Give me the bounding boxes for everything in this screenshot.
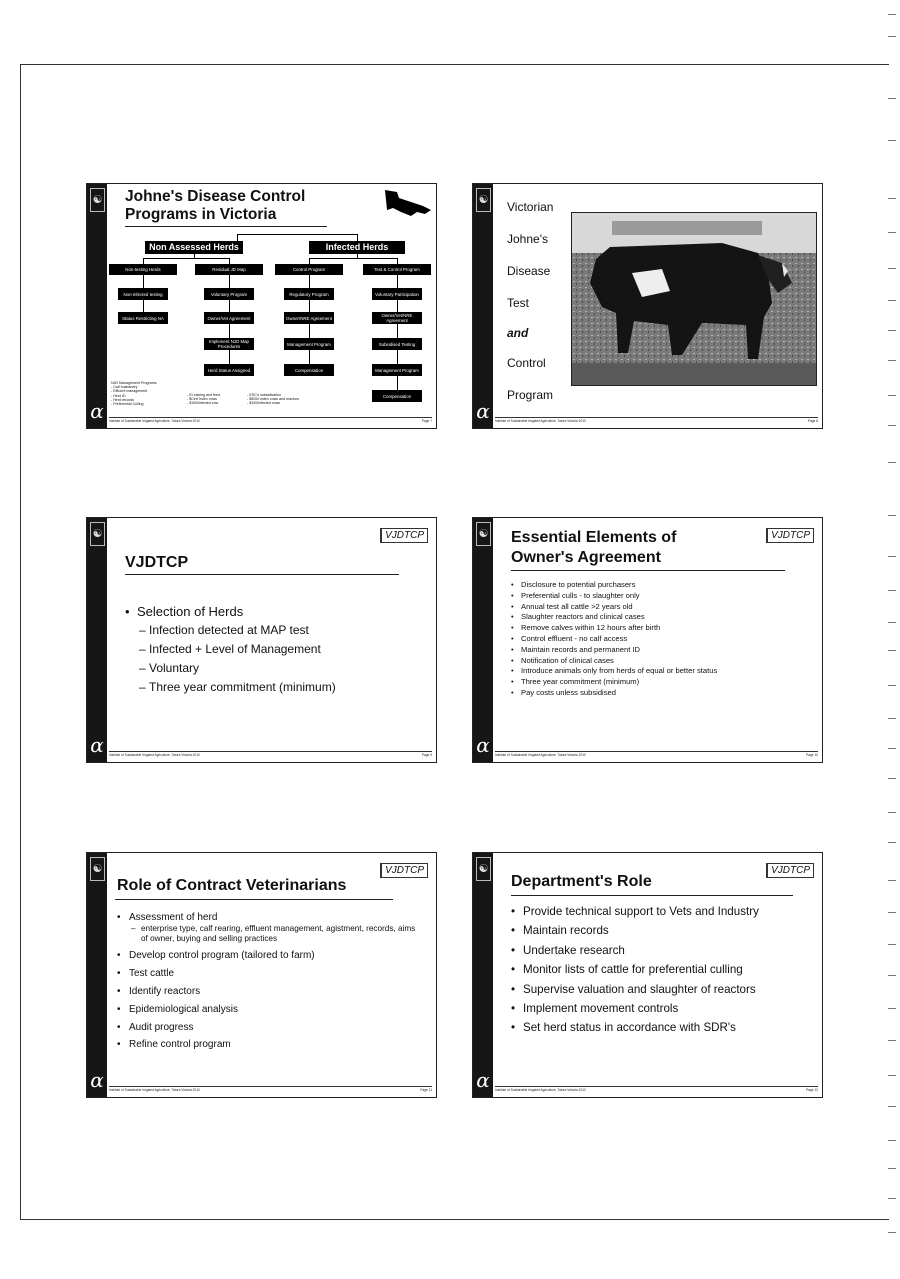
connector-line — [309, 258, 397, 259]
bullet-item: • Three year commitment (minimum) — [511, 677, 817, 688]
title-rule — [511, 895, 793, 896]
title-rule — [125, 226, 327, 227]
bullet-item: • Monitor lists of cattle for preferential culling — [511, 963, 811, 977]
slide-title: Johne's Disease Control Programs in Victoria — [125, 188, 306, 223]
program-step-box: Implement NJD Map Procedures — [204, 338, 254, 350]
connector-line — [397, 323, 398, 338]
alpha-logo-icon: α — [476, 399, 490, 423]
program-step-box: Compensation — [284, 364, 334, 376]
alpha-logo-icon: α — [90, 399, 104, 423]
connector-line — [397, 275, 398, 288]
bullet-item: • Implement movement controls — [511, 1002, 811, 1016]
bullet-item: • Provide technical support to Vets and Industry — [511, 905, 811, 919]
vjdtcp-tag: VJDTCP — [766, 528, 814, 543]
connector-line — [143, 299, 144, 312]
connector-line — [397, 375, 398, 390]
sub-item: – Voluntary — [139, 659, 336, 678]
victoria-map-icon — [383, 188, 433, 222]
connector-line — [229, 299, 230, 312]
bullet-item: • Selection of Herds — [125, 602, 336, 621]
logo-icon: ☯ — [476, 857, 491, 881]
slide-side-bar — [473, 184, 493, 428]
bullet-list — [117, 911, 417, 1054]
title-rule — [115, 899, 393, 900]
column-header-box: Residual JD Map — [195, 264, 263, 275]
slide-title: Role of Contract Veterinarians — [117, 877, 347, 894]
scan-edge — [884, 0, 900, 1279]
acronym-word: Johne's — [507, 232, 548, 246]
sub-item: – Infection detected at MAP test — [139, 621, 336, 640]
slide-footer: Institute of Sustainable Irrigated Agriculture, Tatura Victoria 2010 Page 9 — [109, 753, 432, 757]
column-header-box: Test & Control Program — [363, 264, 431, 275]
bullet-list — [511, 580, 817, 699]
logo-icon: ☯ — [476, 188, 491, 212]
slide-title: VJDTCP — [125, 554, 189, 571]
slide-footer: Institute of Sustainable Irrigated Agriculture, Tatura Victoria 2010 Page 12 — [495, 1088, 818, 1092]
column-header-box: Non-testing Herds — [109, 264, 177, 275]
connector-line — [397, 299, 398, 312]
bullet-item: • Remove calves within 12 hours after birth — [511, 623, 817, 634]
acronym-word: Control — [507, 356, 546, 370]
vjdtcp-tag: VJDTCP — [766, 863, 814, 878]
acronym-word: Program — [507, 388, 554, 402]
slide-johnes-programs — [86, 183, 437, 429]
program-step-box: Herd Status Assigned — [204, 364, 254, 376]
slide-side-bar — [473, 853, 493, 1097]
bullet-item: • Notification of clinical cases — [511, 656, 817, 667]
slide-footer: Institute of Sustainable Irrigated Agriculture, Tatura Victoria 2010 Page 8 — [495, 419, 818, 423]
sub-item: – Three year commitment (minimum) — [139, 678, 336, 697]
program-step-box: Owner/NRE Agreement — [284, 312, 334, 324]
bullet-list — [125, 602, 336, 697]
slide-department-role — [472, 852, 823, 1098]
slide-title: Department's Role — [511, 873, 652, 890]
slide-side-bar — [87, 518, 107, 762]
cow-photo-illustration — [572, 213, 816, 385]
program-step-box: Compensation — [372, 390, 422, 402]
bullet-item: • Annual test all cattle >2 years old — [511, 602, 817, 613]
slide-contract-vets — [86, 852, 437, 1098]
program-step-box: Subsidised Testing — [372, 338, 422, 350]
slide-footer: Institute of Sustainable Irrigated Agriculture, Tatura Victoria 2010 Page 10 — [495, 753, 818, 757]
slide-owners-agreement — [472, 517, 823, 763]
program-step-box: Voluntary Program — [204, 288, 254, 300]
slide-side-bar — [473, 518, 493, 762]
bullet-item: • Set herd status in accordance with SDR's — [511, 1021, 811, 1035]
notes-block: - ID calving and feed - $Cert Index cows - $100/infected cow — [187, 393, 220, 406]
alpha-logo-icon: α — [476, 1068, 490, 1092]
bullet-item: • Control effluent - no calf access — [511, 634, 817, 645]
bullet-item: • Slaughter reactors and clinical cases — [511, 612, 817, 623]
bullet-item: • Maintain records and permanent ID — [511, 645, 817, 656]
bullet-item: • Refine control program — [117, 1036, 417, 1054]
column-header-box: Control Program — [275, 264, 343, 275]
sub-item: – enterprise type, calf rearing, effluent management, agistment, records, aims of owner, buying and selling practices — [131, 924, 417, 944]
connector-line — [143, 258, 229, 259]
bullet-item: • Supervise valuation and slaughter of reactors — [511, 983, 811, 997]
connector-line — [309, 275, 310, 288]
connector-line — [309, 349, 310, 364]
group-header: Non Assessed Herds — [145, 241, 243, 254]
acronym-word: and — [507, 326, 529, 340]
group-header: Infected Herds — [309, 241, 405, 254]
bullet-item: • Preferential culls - to slaughter only — [511, 591, 817, 602]
program-step-box: Owner/Vet/NRE Agreement — [372, 312, 422, 324]
acronym-word: Disease — [507, 264, 551, 278]
logo-icon: ☯ — [476, 522, 491, 546]
program-step-box: Status Restricting NA — [118, 312, 168, 324]
alpha-logo-icon: α — [476, 733, 490, 757]
connector-line — [309, 323, 310, 338]
title-rule — [125, 574, 399, 575]
connector-line — [143, 275, 144, 288]
bullet-item: • Disclosure to potential purchasers — [511, 580, 817, 591]
connector-line — [309, 299, 310, 312]
connector-line — [229, 323, 230, 338]
program-step-box: Non-infected testing — [118, 288, 168, 300]
program-step-box: Management Program — [372, 364, 422, 376]
connector-line — [237, 234, 238, 241]
program-step-box: Voluntary Participation — [372, 288, 422, 300]
bullet-item: • Undertake research — [511, 944, 811, 958]
slide-vjdtcp-selection — [86, 517, 437, 763]
cow-photo — [571, 212, 817, 386]
slide-vjdtcp-title — [472, 183, 823, 429]
acronym-word: Victorian — [507, 200, 554, 214]
vjdtcp-tag: VJDTCP — [380, 528, 428, 543]
connector-line — [397, 349, 398, 364]
sub-item: – Infected + Level of Management — [139, 640, 336, 659]
bullet-item: • Epidemiological analysis — [117, 1001, 417, 1019]
vjdtcp-tag: VJDTCP — [380, 863, 428, 878]
connector-line — [229, 349, 230, 364]
notes-block: NJD Management Programs - Calf husbandry - Effluent management - Herd ID - Herd records - Preferential Culling — [111, 381, 157, 407]
bullet-item: • Audit progress — [117, 1019, 417, 1037]
bullet-item: • Assessment of herd — [117, 911, 417, 924]
program-step-box: Management Program — [284, 338, 334, 350]
connector-line — [357, 234, 358, 241]
notes-block: - ESC's subsidisation - $5000 index cows and reactors - $100/infected cows — [247, 393, 299, 406]
logo-icon: ☯ — [90, 857, 105, 881]
bullet-item: • Pay costs unless subsidised — [511, 688, 817, 699]
slide-side-bar — [87, 853, 107, 1097]
bullet-item: • Maintain records — [511, 924, 811, 938]
alpha-logo-icon: α — [90, 733, 104, 757]
title-rule — [511, 570, 785, 571]
logo-icon: ☯ — [90, 188, 105, 212]
alpha-logo-icon: α — [90, 1068, 104, 1092]
slide-title: Essential Elements of Owner's Agreement — [511, 529, 677, 566]
bullet-list — [511, 905, 811, 1041]
connector-line — [237, 234, 357, 235]
program-step-box: Regulatory Program — [284, 288, 334, 300]
logo-icon: ☯ — [90, 522, 105, 546]
connector-line — [229, 275, 230, 288]
slide-side-bar — [87, 184, 107, 428]
bullet-item: • Test cattle — [117, 965, 417, 983]
program-step-box: Owner/Vet Agreement — [204, 312, 254, 324]
bullet-item: • Introduce animals only from herds of equal or better status — [511, 666, 817, 677]
slide-footer: Institute of Sustainable Irrigated Agriculture, Tatura Victoria 2010 Page 11 — [109, 1088, 432, 1092]
slide-footer: Institute of Sustainable Irrigated Agriculture, Tatura Victoria 2010 Page 7 — [109, 419, 432, 423]
bullet-item: • Identify reactors — [117, 983, 417, 1001]
acronym-word: Test — [507, 296, 530, 310]
bullet-item: • Develop control program (tailored to farm) — [117, 947, 417, 965]
